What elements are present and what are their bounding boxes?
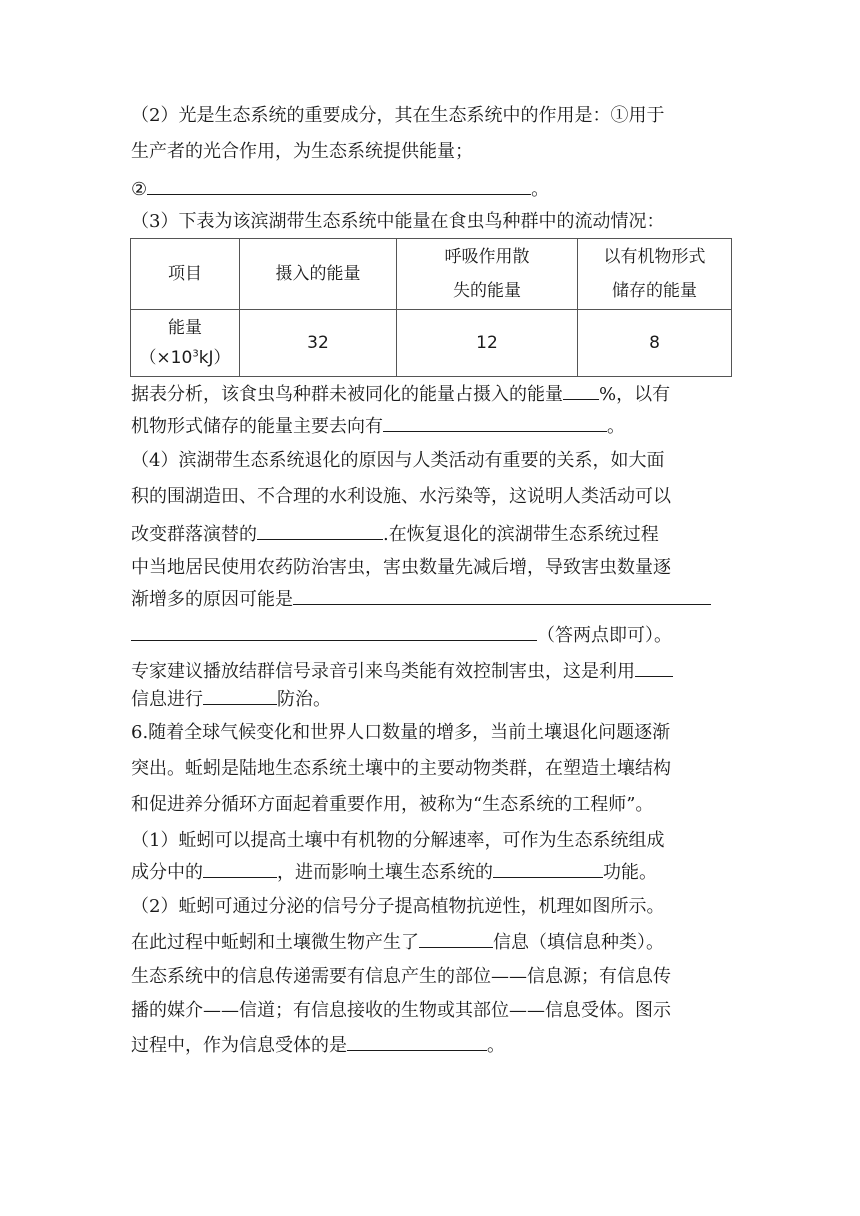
table-cell: 12	[397, 310, 578, 377]
table-header-cell: 以有机物形式 储存的能量	[578, 239, 732, 310]
answer-blank[interactable]	[293, 586, 711, 605]
text-line: （3）下表为该滨湖带生态系统中能量在食虫鸟种群中的流动情况：	[131, 211, 665, 232]
table-header-cell: 摄入的能量	[240, 239, 397, 310]
text-line: ② 。	[131, 176, 549, 202]
table-header-cell: 呼吸作用散 失的能量	[397, 239, 578, 310]
text-line: 中当地居民使用农药防治害虫，害虫数量先减后增，导致害虫数量逐	[131, 557, 671, 578]
energy-flow-table	[130, 238, 732, 377]
text-line: 和促进养分循环方面起着重要作用，被称为“生态系统的工程师”。	[131, 794, 654, 815]
answer-blank[interactable]	[383, 413, 607, 432]
text-line: 改变群落演替的 .在恢复退化的滨湖带生态系统过程	[131, 521, 659, 547]
text-line: 生态系统中的信息传递需要有信息产生的部位——信息源；有信息传	[131, 966, 671, 987]
text-line: 渐增多的原因可能是	[131, 586, 711, 612]
answer-blank[interactable]	[563, 381, 599, 400]
text-line: 生产者的光合作用，为生态系统提供能量；	[131, 141, 473, 162]
table-row-label: 能量 $(\times 10^3kJ)$	[131, 310, 240, 377]
table-cell: 32	[240, 310, 397, 377]
text-line: 积的围湖造田、不合理的水利设施、水污染等，这说明人类活动可以	[131, 486, 671, 507]
answer-blank[interactable]	[493, 859, 603, 878]
answer-blank[interactable]	[257, 521, 383, 540]
text-line: （2）蚯蚓可通过分泌的信号分子提高植物抗逆性，机理如图所示。	[131, 896, 665, 917]
text-line: （1）蚯蚓可以提高土壤中有机物的分解速率，可作为生态系统组成	[131, 830, 665, 851]
answer-blank[interactable]	[419, 929, 493, 948]
text-line: 机物形式储存的能量主要去向有 。	[131, 413, 625, 439]
table-cell: 8	[578, 310, 732, 377]
text-line: 播的媒介——信道；有信息接收的生物或其部位——信息受体。图示	[131, 1000, 671, 1021]
table-header-cell: 项目	[131, 239, 240, 310]
text-line: 专家建议播放结群信号录音引来鸟类能有效控制害虫，这是利用	[131, 658, 673, 684]
text-line: 过程中，作为信息受体的是 。	[131, 1032, 505, 1058]
text-line: 突出。蚯蚓是陆地生态系统土壤中的主要动物类群，在塑造土壤结构	[131, 758, 671, 779]
text-line: （4）滨湖带生态系统退化的原因与人类活动有重要的关系，如大面	[131, 450, 665, 471]
text-line: （答两点即可）。	[131, 622, 672, 648]
answer-blank[interactable]	[131, 622, 537, 641]
text-line: 据表分析，该食虫鸟种群未被同化的能量占摄入的能量 %，以有	[131, 381, 670, 407]
answer-blank[interactable]	[635, 658, 673, 677]
answer-blank[interactable]	[203, 686, 277, 705]
text-line: 6.随着全球气候变化和世界人口数量的增多，当前土壤退化问题逐渐	[131, 722, 671, 743]
text-line: 成分中的 ，进而影响土壤生态系统的 功能。	[131, 859, 657, 885]
answer-blank[interactable]	[347, 1032, 487, 1051]
answer-blank[interactable]	[203, 859, 277, 878]
table-row	[131, 310, 732, 377]
answer-blank[interactable]	[147, 176, 531, 195]
text-line: 在此过程中蚯蚓和土壤微生物产生了 信息（填信息种类）。	[131, 929, 664, 955]
text-line: 信息进行 防治。	[131, 686, 331, 712]
text-line: （2）光是生态系统的重要成分，其在生态系统中的作用是：①用于	[131, 105, 665, 126]
table-header-row	[131, 239, 732, 310]
